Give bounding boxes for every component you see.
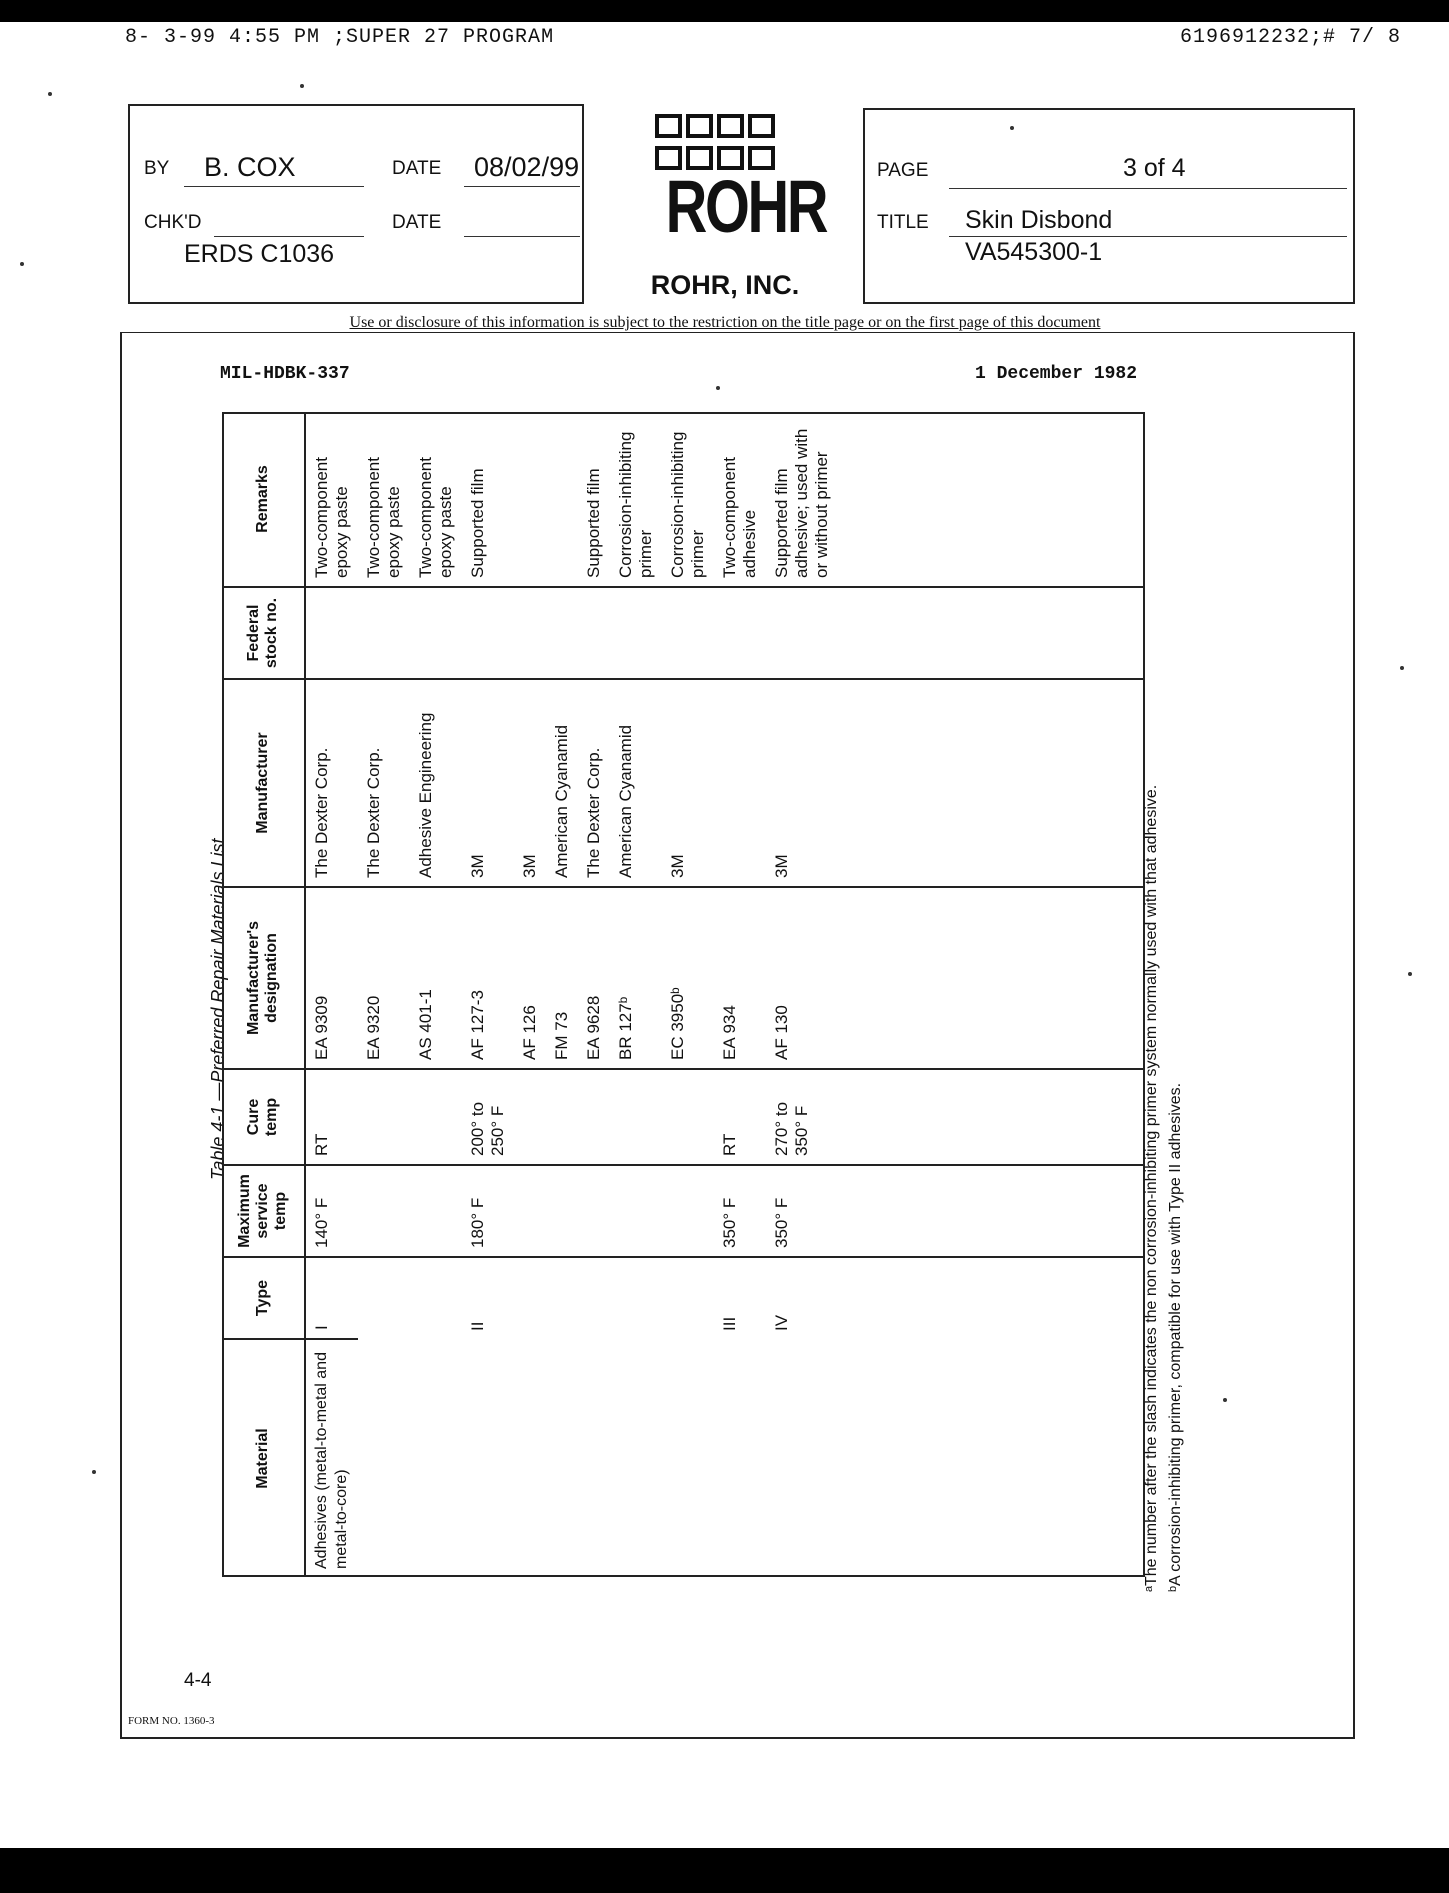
fax-bottom-band [0, 1848, 1449, 1893]
manufacturer-cell: 3M [514, 679, 546, 887]
col-header-federal-stock: Federal stock no. [222, 587, 305, 679]
cure-temp-cell [358, 1069, 410, 1165]
col-header-max-service-temp: Maximum service temp [222, 1165, 305, 1257]
col-header-type: Type [222, 1257, 305, 1339]
reference-value: ERDS C1036 [184, 240, 335, 268]
cure-temp-cell [410, 1069, 462, 1165]
form-number: FORM NO. 1360-3 [128, 1715, 215, 1727]
remarks-cell: Corrosion-inhibiting primer [610, 412, 662, 587]
materials-table [222, 412, 1145, 1577]
max-temp-cell: 140° F [305, 1165, 358, 1257]
manufacturer-cell: American Cyanamid [610, 679, 662, 887]
chkd-underline [214, 236, 364, 237]
remarks-cell: Two-component epoxy paste [410, 412, 462, 587]
max-temp-cell: 180° F [462, 1165, 514, 1257]
by-label: BY [144, 158, 170, 179]
chkd-date-label: DATE [392, 212, 442, 233]
spec-number: MIL-HDBK-337 [220, 364, 350, 384]
document-info-box [863, 108, 1355, 304]
page-underline [949, 188, 1347, 189]
stock-cell [714, 587, 766, 679]
page-label: PAGE [877, 160, 929, 181]
table-row [305, 412, 358, 1577]
cure-temp-cell: RT [714, 1069, 766, 1165]
remarks-cell [546, 412, 578, 587]
title-underline [949, 236, 1347, 237]
remarks-cell [514, 412, 546, 587]
materials-table-region [222, 412, 1145, 1577]
col-header-designation: Manufacturer's designation [222, 887, 305, 1069]
fax-header-right: 6196912232;# 7/ 8 [1180, 26, 1402, 49]
manufacturer-cell: The Dexter Corp. [578, 679, 610, 887]
date-value: 08/02/99 [474, 152, 580, 182]
designation-cell: FM 73 [546, 887, 578, 1069]
manufacturer-cell: The Dexter Corp. [305, 679, 358, 887]
type-cell [546, 1257, 578, 1339]
chkd-label: CHK'D [144, 212, 202, 233]
title-value-line1: Skin Disbond [965, 206, 1113, 234]
remarks-cell: Supported film adhesive; used with or without primer [766, 412, 838, 587]
manufacturer-cell: 3M [462, 679, 514, 887]
max-temp-cell [514, 1165, 546, 1257]
scan-speck [92, 1470, 96, 1474]
by-underline [184, 186, 364, 187]
type-cell [514, 1257, 546, 1339]
cure-temp-cell: 200° to 250° F [462, 1069, 514, 1165]
rohr-logo: ROHR [665, 165, 827, 248]
by-value: B. COX [204, 152, 296, 182]
footnote-a: ᵃThe number after the slash indicates the non corrosion-inhibiting primer system normally used with that adhesive. [1143, 784, 1160, 1592]
manufacturer-cell: 3M [662, 679, 714, 887]
stock-cell [305, 587, 358, 679]
max-temp-cell [578, 1165, 610, 1257]
manufacturer-cell: Adhesive Engineering [410, 679, 462, 887]
stock-cell [410, 587, 462, 679]
remarks-cell: Two-component adhesive [714, 412, 766, 587]
scan-speck [20, 262, 24, 266]
type-cell: I [305, 1257, 358, 1339]
remarks-cell: Supported film [578, 412, 610, 587]
stock-cell [662, 587, 714, 679]
cure-temp-cell [578, 1069, 610, 1165]
chkd-date-underline [464, 236, 580, 237]
stock-cell [766, 587, 838, 679]
cure-temp-cell [514, 1069, 546, 1165]
title-label: TITLE [877, 212, 929, 233]
designation-cell: EC 3950ᵇ [662, 887, 714, 1069]
restriction-notice: Use or disclosure of this information is subject to the restriction on the title page or on the first page of this document [349, 314, 1101, 331]
type-cell [410, 1257, 462, 1339]
col-header-material: Material [222, 1339, 305, 1577]
max-temp-cell [662, 1165, 714, 1257]
table-header-row [222, 412, 305, 1577]
type-cell: IV [772, 1314, 791, 1331]
designation-cell: AF 126 [514, 887, 546, 1069]
stock-cell [546, 587, 578, 679]
type-cell [578, 1257, 610, 1339]
col-header-remarks: Remarks [222, 412, 305, 587]
scan-speck [1408, 972, 1412, 976]
date-underline [464, 186, 580, 187]
page-value: 3 of 4 [1123, 154, 1186, 182]
type-cell: II [468, 1321, 487, 1331]
table-caption: Table 4-1.—Preferred Repair Materials List [208, 838, 228, 1180]
title-value-line2: VA545300-1 [965, 238, 1103, 266]
scan-speck [1400, 666, 1404, 670]
designation-cell: EA 9628 [578, 887, 610, 1069]
scan-speck [1010, 126, 1014, 130]
max-temp-cell: 350° F [714, 1165, 766, 1257]
remarks-cell: Two-component epoxy paste [305, 412, 358, 587]
stock-cell [514, 587, 546, 679]
scan-speck [716, 386, 720, 390]
cure-temp-cell [662, 1069, 714, 1165]
stock-cell [462, 587, 514, 679]
manufacturer-cell [714, 679, 766, 887]
designation-cell: EA 9309 [305, 887, 358, 1069]
author-box [128, 104, 584, 304]
max-temp-cell [358, 1165, 410, 1257]
fax-top-band [0, 0, 1449, 22]
material-cell: Adhesives (metal-to-metal and metal-to-core) [313, 1352, 350, 1569]
date-label: DATE [392, 158, 442, 179]
designation-cell: AF 130 [766, 887, 838, 1069]
fax-header-left: 8- 3-99 4:55 PM ;SUPER 27 PROGRAM [125, 26, 555, 49]
page-number: 4-4 [184, 1670, 212, 1691]
col-header-cure-temp: Cure temp [222, 1069, 305, 1165]
col-header-manufacturer: Manufacturer [222, 679, 305, 887]
designation-cell: EA 9320 [358, 887, 410, 1069]
stock-cell [358, 587, 410, 679]
type-cell [358, 1257, 410, 1339]
designation-cell: AF 127-3 [462, 887, 514, 1069]
manufacturer-cell: The Dexter Corp. [358, 679, 410, 887]
type-cell [662, 1257, 714, 1339]
cure-temp-cell: 270° to 350° F [766, 1069, 838, 1165]
designation-cell: EA 934 [714, 887, 766, 1069]
cure-temp-cell [610, 1069, 662, 1165]
max-temp-cell: 350° F [766, 1165, 838, 1257]
manufacturer-cell: 3M [766, 679, 838, 887]
cure-temp-cell: RT [305, 1069, 358, 1165]
max-temp-cell [610, 1165, 662, 1257]
designation-cell: BR 127ᵇ [610, 887, 662, 1069]
spec-date: 1 December 1982 [975, 364, 1138, 384]
remarks-cell: Corrosion-inhibiting primer [662, 412, 714, 587]
remarks-cell: Two-component epoxy paste [358, 412, 410, 587]
type-cell: III [720, 1316, 739, 1331]
max-temp-cell [546, 1165, 578, 1257]
stock-cell [610, 587, 662, 679]
designation-cell: AS 401-1 [410, 887, 462, 1069]
stock-cell [578, 587, 610, 679]
manufacturer-cell: American Cyanamid [546, 679, 578, 887]
scan-speck [300, 84, 304, 88]
scan-speck [1223, 1398, 1227, 1402]
footnote-b: ᵇA corrosion-inhibiting primer, compatible for use with Type II adhesives. [1167, 1082, 1184, 1592]
type-cell [610, 1257, 662, 1339]
scan-speck [48, 92, 52, 96]
company-name: ROHR, INC. [650, 270, 800, 300]
remarks-cell: Supported film [462, 412, 514, 587]
cure-temp-cell [546, 1069, 578, 1165]
max-temp-cell [410, 1165, 462, 1257]
